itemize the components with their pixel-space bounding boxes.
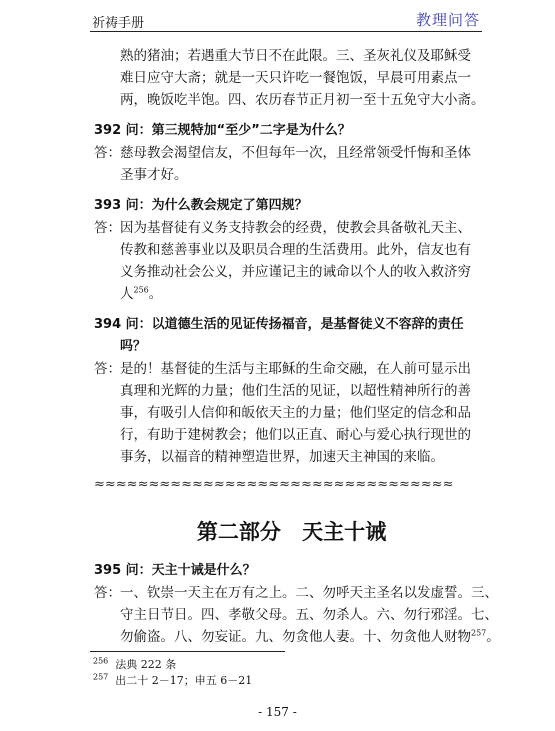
footnote-ref-256: 256 bbox=[133, 285, 149, 295]
wave-divider: ≈≈≈≈≈≈≈≈≈≈≈≈≈≈≈≈≈≈≈≈≈≈≈≈≈≈≈≈≈≈≈≈≈ bbox=[94, 477, 454, 492]
running-header-section-title: 教理问答 bbox=[415, 11, 480, 29]
header-rule bbox=[90, 31, 482, 32]
text-line: 慈母教会渴望信友，不但每年一次，且经常领受忏悔和圣体 bbox=[120, 145, 471, 161]
text-fragment: 。 bbox=[148, 286, 163, 302]
text-line: 一、钦崇一天主在万有之上。二、勿呼天主圣名以发虚誓。三、 bbox=[120, 585, 498, 601]
text-line: 真理和光辉的力量；他们生活的见证，以超性精神所行的善 bbox=[120, 383, 471, 399]
qa-item-392 bbox=[94, 120, 489, 186]
answer-392 bbox=[94, 142, 489, 186]
text-fragment: 勿偷盗。八、勿妄证。九、勿贪他人妻。十、勿贪他人财物 bbox=[120, 629, 471, 645]
answer-394 bbox=[94, 358, 489, 468]
qa-item-395 bbox=[94, 560, 500, 648]
footnote-rule bbox=[90, 651, 285, 652]
question-392: 392 问：第三规特加“至少”二字是为什么？ bbox=[94, 123, 351, 138]
answer-395 bbox=[94, 582, 500, 648]
text-line: 行，有助于建树教会；他们以正直、耐心与爱心执行现世的 bbox=[120, 427, 471, 443]
footnote-ref-257: 257 bbox=[471, 628, 487, 638]
question-394: 394 问：以道德生活的见证传扬福音，是基督徒义不容辞的责任 bbox=[94, 317, 464, 332]
running-header-book-title: 祈祷手册 bbox=[92, 16, 145, 31]
text-line: 事，有吸引人信仰和皈依天主的力量；他们坚定的信念和品 bbox=[120, 405, 471, 421]
intro-paragraph bbox=[94, 45, 489, 111]
text-line: 因为基督徒有义务支持教会的经费，使教会具备敬礼天主、 bbox=[120, 220, 471, 236]
answer-label: 答： bbox=[94, 361, 121, 377]
footnotes bbox=[93, 657, 252, 689]
footnote-257 bbox=[93, 673, 252, 689]
text-line: 圣事才好。 bbox=[120, 167, 188, 183]
question-394-cont: 吗？ bbox=[120, 339, 147, 354]
question-395: 395 问：天主十诫是什么？ bbox=[94, 563, 256, 578]
question-393: 393 问：为什么教会规定了第四规？ bbox=[94, 198, 308, 213]
footnote-number: 257 bbox=[93, 672, 109, 682]
text-line: 传教和慈善事业以及职员合理的生活费用。此外，信友也有 bbox=[120, 242, 471, 258]
text-line: 两，晚饭吃半饱。四、农历春节正月初一至十五免守大小斋。 bbox=[120, 92, 485, 108]
text-line: 难日应守大斋；就是一天只许吃一餐饱饭，早晨可用素点一 bbox=[120, 70, 471, 86]
part-title: 第二部分 天主十诫 bbox=[196, 520, 387, 544]
text-line: 是的！基督徒的生活与主耶稣的生命交融，在人前可显示出 bbox=[120, 361, 471, 377]
text-line bbox=[120, 283, 489, 305]
qa-item-394 bbox=[94, 314, 489, 468]
answer-label: 答： bbox=[94, 585, 121, 601]
text-fragment: 。 bbox=[486, 629, 500, 645]
footnote-text: 出二十 2－17；申五 6－21 bbox=[115, 674, 253, 687]
text-line: 事务，以福音的精神塑造世界，加速天主神国的来临。 bbox=[120, 449, 444, 465]
answer-label: 答： bbox=[94, 145, 121, 161]
answer-label: 答： bbox=[94, 220, 121, 236]
text-line: 义务推动社会公义，并应谨记主的诫命以个人的收入救济穷 bbox=[120, 264, 471, 280]
answer-393 bbox=[94, 217, 489, 305]
text-line bbox=[120, 626, 500, 648]
qa-item-393 bbox=[94, 195, 489, 305]
text-line: 守主日节日。四、孝敬父母。五、勿杀人。六、勿行邪淫。七、 bbox=[120, 607, 498, 623]
page-number: - 157 - bbox=[258, 705, 297, 719]
text-line: 熟的猪油；若遇重大节日不在此限。三、圣灰礼仪及耶稣受 bbox=[120, 48, 471, 64]
page-body bbox=[94, 45, 500, 657]
footnote-256 bbox=[93, 657, 252, 673]
footnote-text: 法典 222 条 bbox=[115, 658, 177, 671]
footnote-number: 256 bbox=[93, 656, 109, 666]
text-fragment: 人 bbox=[120, 286, 134, 302]
